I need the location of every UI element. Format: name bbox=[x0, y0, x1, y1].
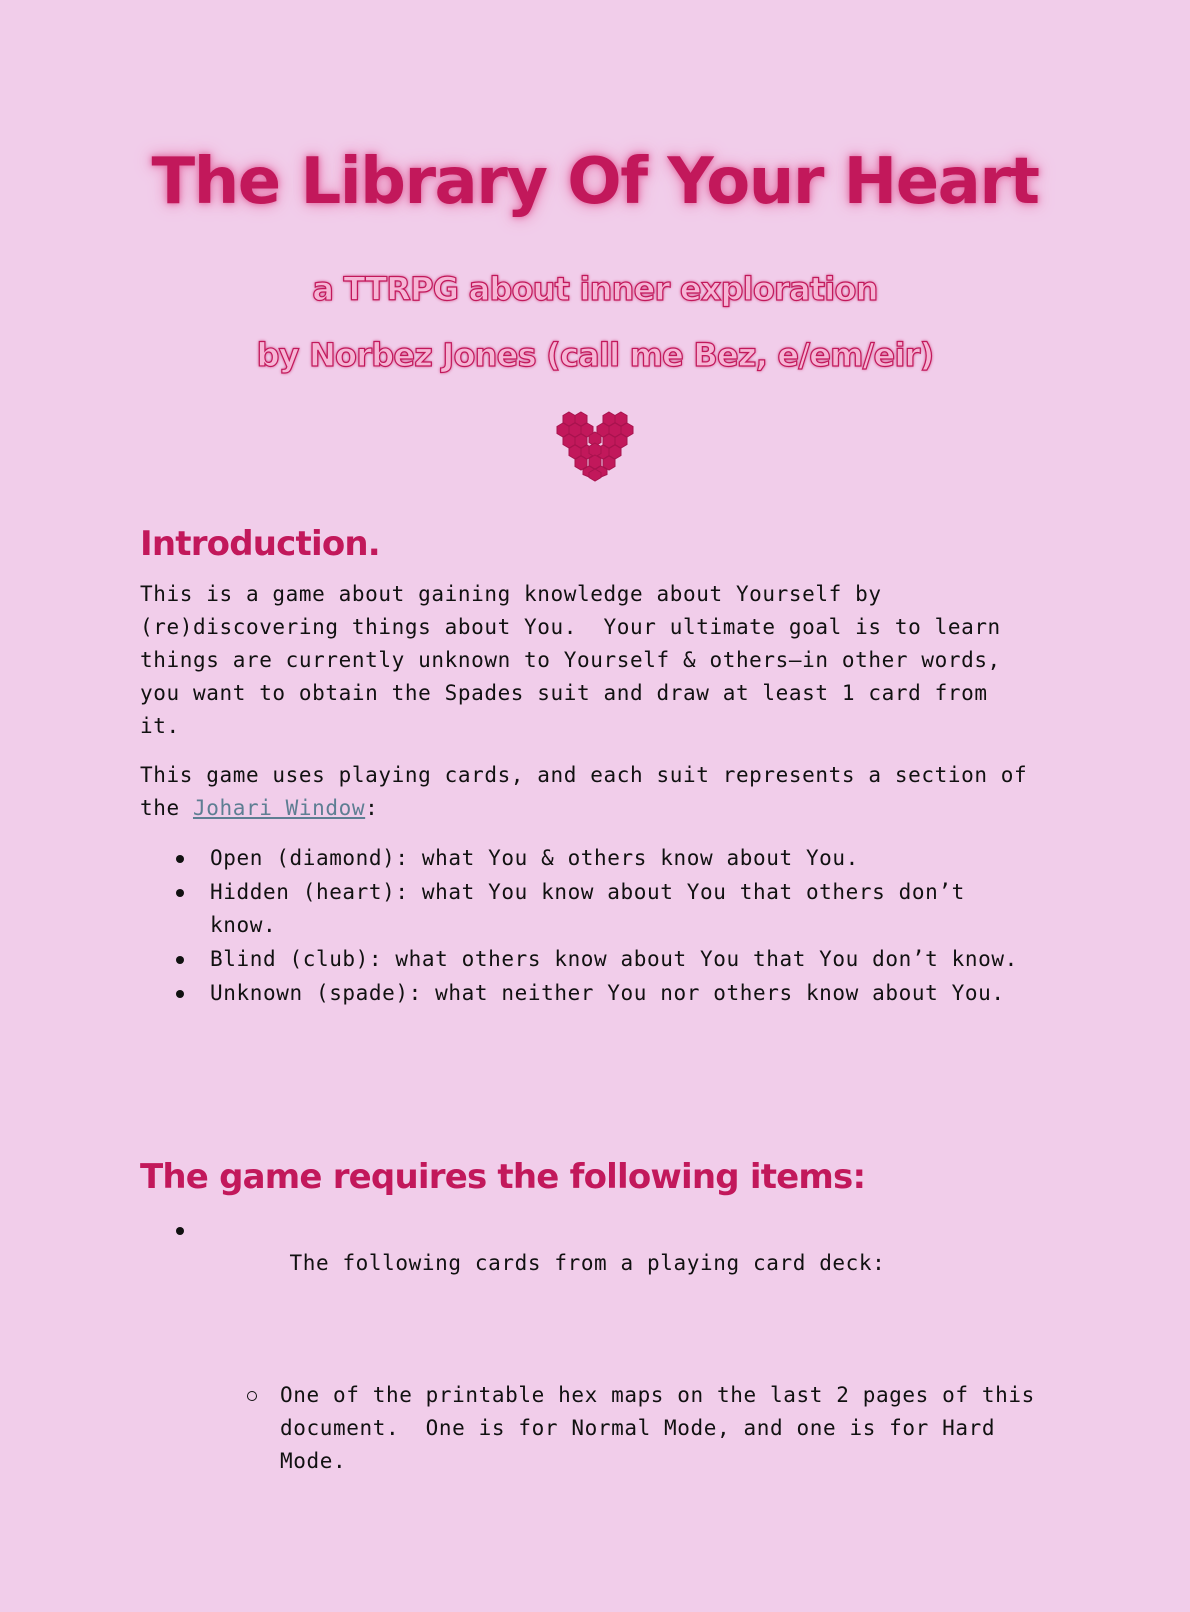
johari-paragraph-text: This game uses playing cards, and each suit represents a section of the bbox=[140, 763, 1041, 820]
johari-paragraph bbox=[140, 759, 1040, 825]
items-heading: The game requires the following items: bbox=[140, 1157, 866, 1197]
list-item: Hidden (heart): what You know about You that others don’t know. bbox=[210, 876, 1040, 942]
introduction-heading: Introduction. bbox=[140, 524, 380, 564]
pixel-heart-icon bbox=[555, 408, 635, 482]
list-item: Open (diamond): what You & others know about You. bbox=[210, 842, 1040, 875]
list-item: Blind (club): what others know about You that You don’t know. bbox=[210, 943, 1040, 976]
items-list bbox=[210, 1214, 1049, 1612]
document-subtitle: a TTRPG about inner exploration bbox=[312, 270, 878, 308]
document-byline: by Norbez Jones (call me Bez, e/em/eir) bbox=[256, 336, 934, 374]
suit-list bbox=[210, 842, 1040, 1011]
sub-list-item: One of the printable hex maps on the last 2 pages of this document. One is for Normal Mode, and one is for Hard Mode. bbox=[280, 1379, 1040, 1478]
sub-list bbox=[280, 1313, 1049, 1545]
johari-window-link[interactable]: Johari Window bbox=[192, 796, 366, 820]
johari-paragraph-colon: : bbox=[365, 796, 379, 820]
list-item bbox=[210, 1214, 1049, 1611]
intro-paragraph: This is a game about gaining knowledge about Yourself by (re)discovering things about You. Your ultimate goal is to learn things are currently unknown to Yourself & others–in other words, you want to obtain the Spades suit and draw at least 1 card from it. bbox=[140, 582, 1015, 738]
document-title: The Library Of Your Heart bbox=[151, 145, 1039, 219]
list-item: Unknown (spade): what neither You nor others know about You. bbox=[210, 977, 1040, 1010]
list-item-text: The following cards from a playing card deck: bbox=[289, 1251, 886, 1275]
